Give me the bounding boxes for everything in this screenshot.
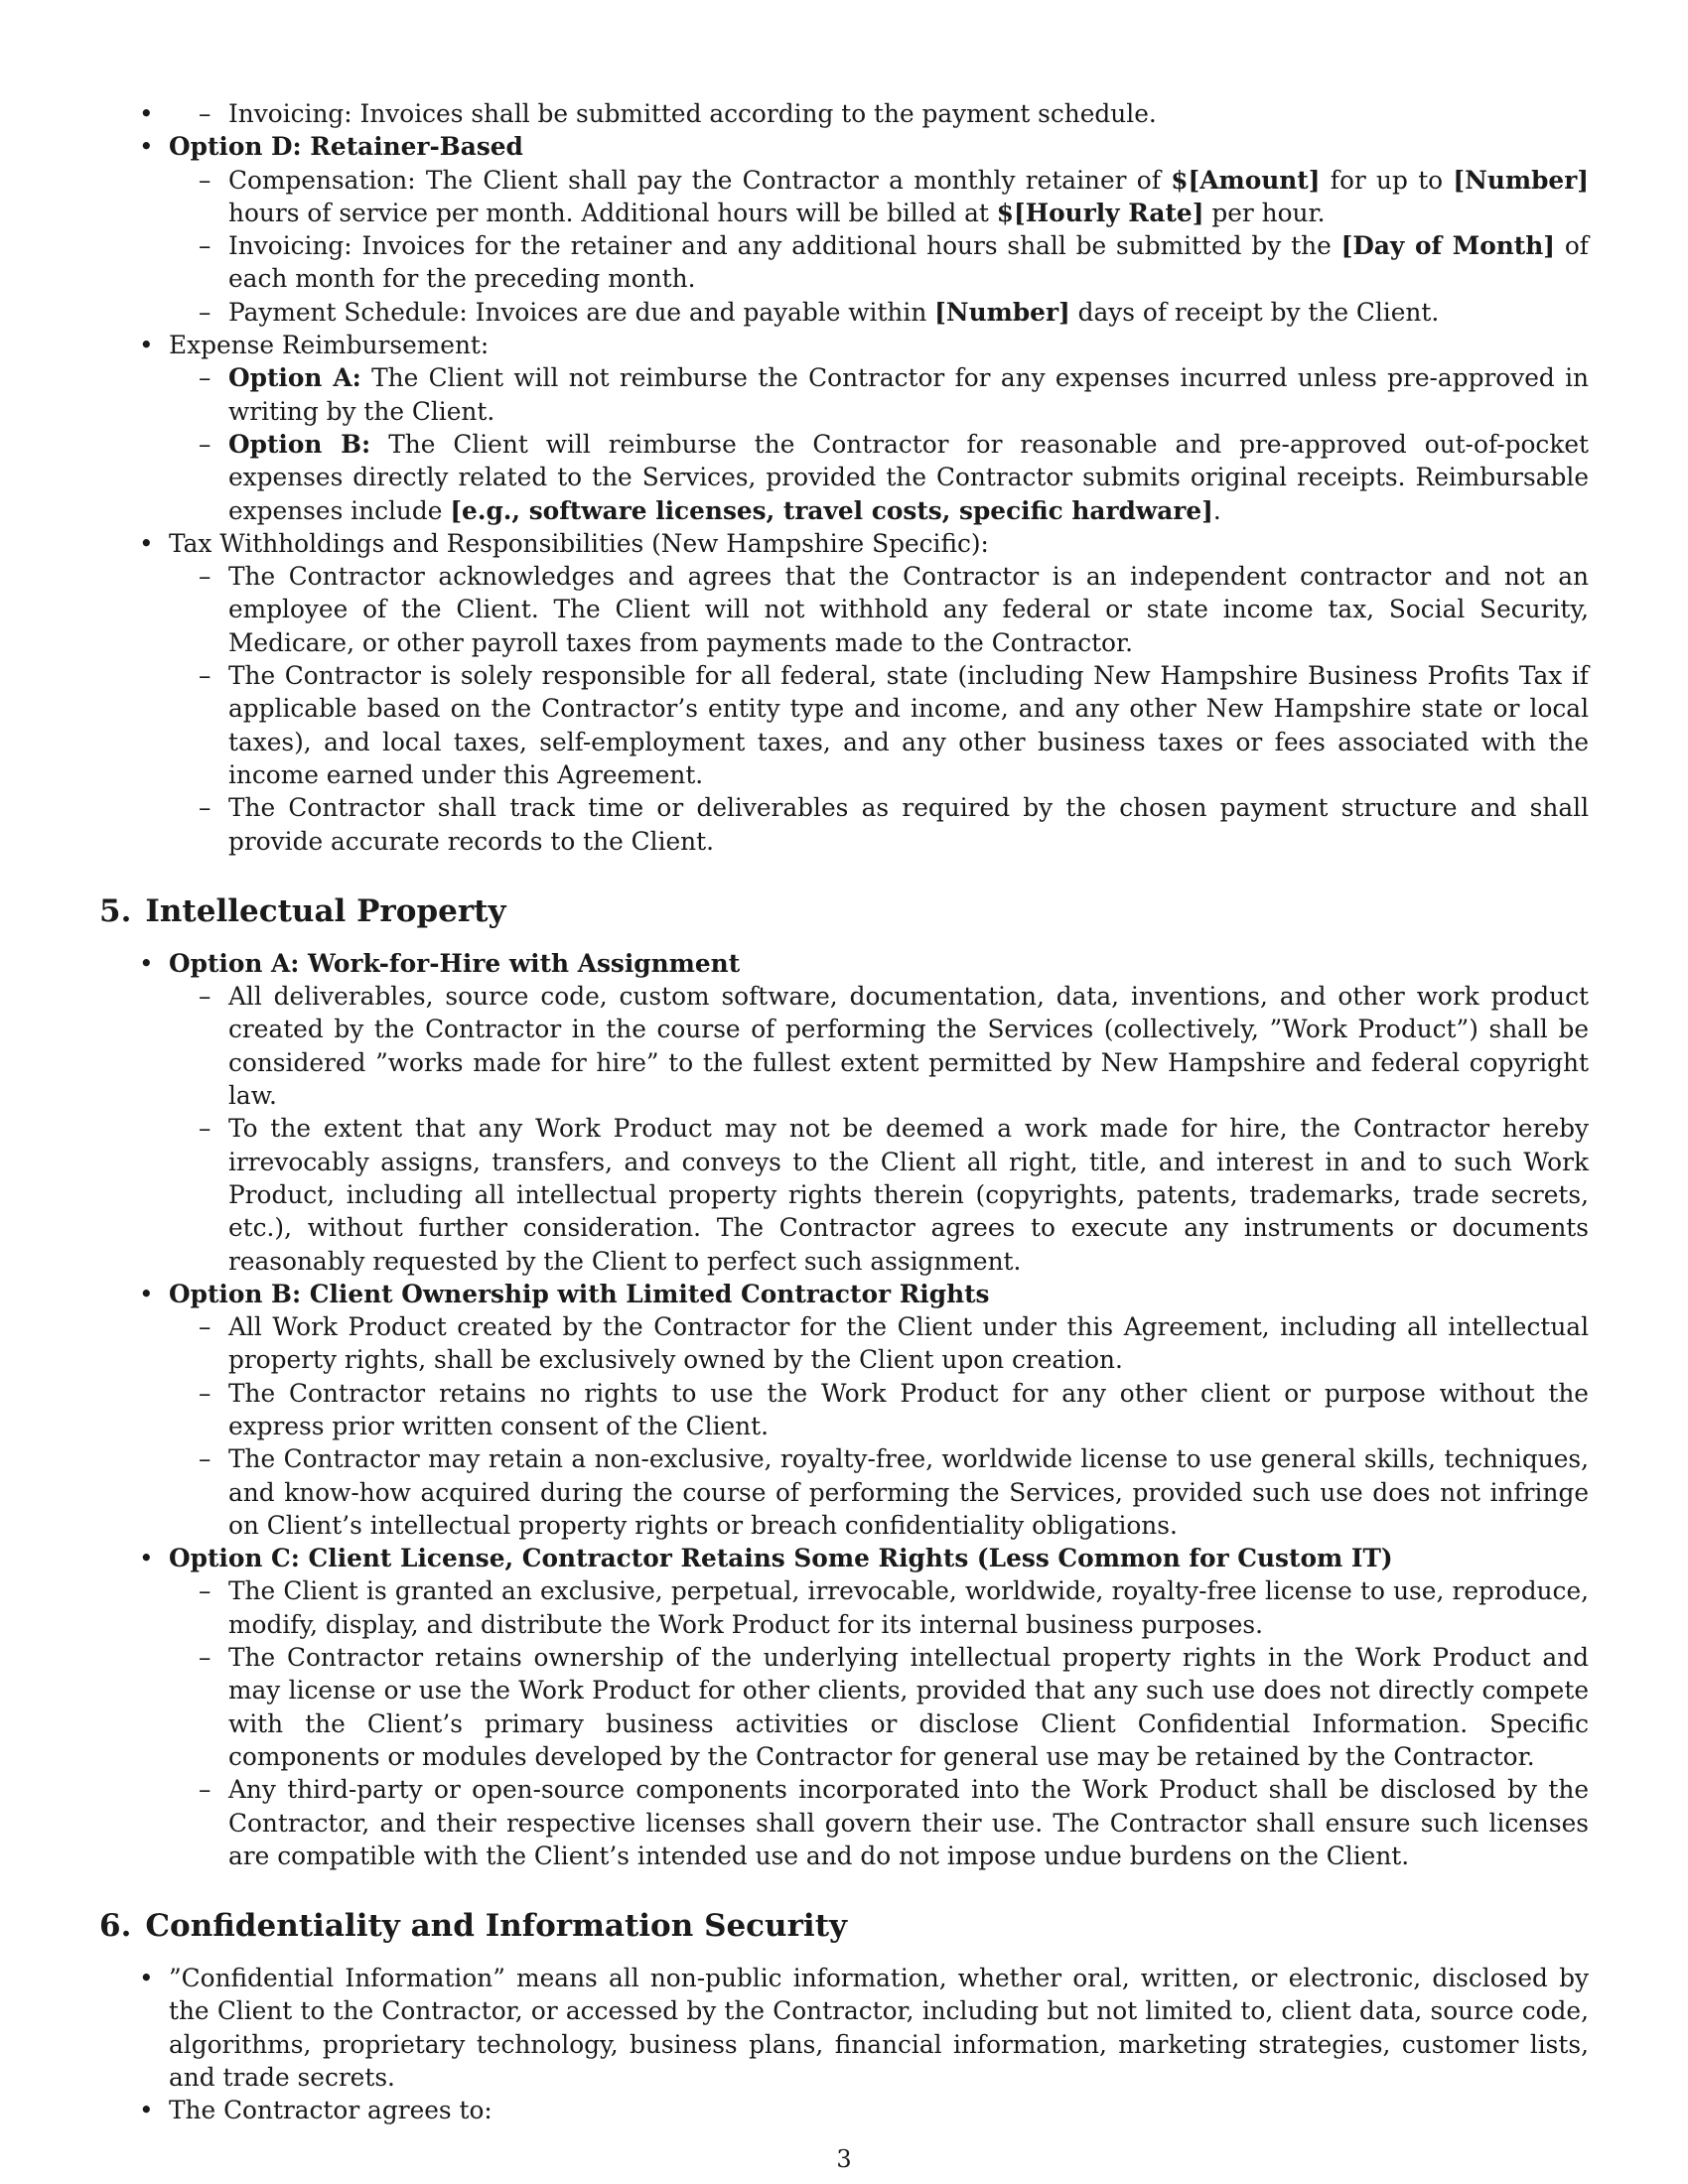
expense-sublist <box>169 361 1589 526</box>
amount-placeholder: $[Amount] <box>1171 165 1321 195</box>
option-b-label: Option B: <box>228 429 371 459</box>
option-d-title: Option D: Retainer-Based <box>169 132 523 162</box>
ip-option-a-sublist <box>169 980 1589 1278</box>
contractor-agrees: • The Contractor agrees to: <box>169 2094 1589 2126</box>
expense-label: Expense Reimbursement: <box>169 331 490 360</box>
ip-subitem: – To the extent that any Work Product may not be deemed a work made for hire, the Contractor hereby irrevocably assigns, transfers, and conveys to the Client all right, title, and interest in and to such Work Product, including all intellectual property rights therein (copyrights, patents, trademarks, trade secrets, etc.), without further consideration. The Contractor agrees to execute any instruments or documents reasonably requested by the Client to perfect such assignment. <box>228 1112 1589 1277</box>
section-title: Intellectual Property <box>145 892 506 929</box>
ip-subitem: – The Contractor retains no rights to use the Work Product for any other client or purpose without the express prior written consent of the Client. <box>228 1377 1589 1443</box>
confidential-info-definition: • ”Confidential Information” means all non-public information, whether oral, written, or electronic, disclosed by the Client to the Contractor, or accessed by the Contractor, including but not limited to, client data, source code, algorithms, proprietary technology, business plans, financial information, marketing strategies, customer lists, and trade secrets. <box>169 1962 1589 2094</box>
text-run: hours of service per month. Additional hours will be billed at <box>228 198 997 227</box>
payment-options-list <box>99 97 1589 130</box>
text-run: per hour. <box>1203 198 1326 227</box>
ip-option-c-sublist <box>169 1574 1589 1872</box>
reimbursable-examples: [e.g., software licenses, travel costs, specific hardware] <box>450 495 1213 525</box>
confidentiality-list <box>99 1962 1589 2126</box>
text-run: for up to <box>1320 165 1454 195</box>
ip-subitem: – All Work Product created by the Contractor for the Client under this Agreement, including all intellectual property rights, shall be exclusively owned by the Client upon creation. <box>228 1310 1589 1377</box>
hourly-rate-placeholder: $[Hourly Rate] <box>996 198 1204 227</box>
option-title: Option C: Client License, Contractor Retains Some Rights (Less Common for Custom IT) <box>169 1544 1393 1573</box>
ip-subitem: – Any third-party or open-source components incorporated into the Work Product shall be disclosed by the Contractor, and their respective licenses shall govern their use. The Contractor shall ensure such licenses are compatible with the Client’s intended use and do not impose undue burdens on the Client. <box>228 1773 1589 1872</box>
ip-subitem: – The Contractor may retain a non-exclusive, royalty-free, worldwide license to use general skills, techniques, and know-how acquired during the course of performing the Services, provided such use does not infringe on Client’s intellectual property rights or breach confidentiality obligations. <box>228 1442 1589 1542</box>
option-d-compensation <box>228 164 1589 230</box>
expense-option-a <box>228 361 1589 428</box>
tax-label: Tax Withholdings and Responsibilities (New Hampshire Specific): <box>169 528 989 558</box>
text-run: Invoicing: Invoices for the retainer and any additional hours shall be submitted by the <box>228 231 1341 261</box>
ip-option-b-sublist <box>169 1310 1589 1542</box>
ip-option-b <box>169 1278 1589 1542</box>
ip-option-a <box>169 947 1589 1278</box>
day-of-month-placeholder: [Day of Month] <box>1340 231 1556 261</box>
tax-item <box>169 527 1589 858</box>
page-content <box>99 97 1589 2127</box>
option-title: Option B: Client Ownership with Limited Contractor Rights <box>169 1279 990 1308</box>
page-number: 3 <box>836 2145 852 2173</box>
tax-subitem: – The Contractor is solely responsible for all federal, state (including New Hampshire Business Profits Tax if applicable based on the Contractor’s entity type and income, and any other New Hampshire state or local taxes), and local taxes, self-employment taxes, and any other business taxes or fees associated with the income earned under this Agreement. <box>228 659 1589 791</box>
tax-sublist <box>169 560 1589 858</box>
ip-options-list <box>99 947 1589 1872</box>
ip-subitem: – The Contractor retains ownership of the underlying intellectual property rights in the Work Product and may license or use the Work Product for other clients, provided that any such use does not directly compete with the Client’s primary business activities or disclose Client Confidential Information. Specific components or modules developed by the Contractor for general use may be retained by the Contractor. <box>228 1641 1589 1773</box>
text-run: The Client will not reimburse the Contractor for any expenses incurred unless pre-approved in writing by the Client. <box>228 363 1589 426</box>
number-placeholder: [Number] <box>934 297 1070 327</box>
section-heading-intellectual-property <box>99 891 1589 931</box>
text-run: . <box>1212 495 1221 525</box>
section-heading-confidentiality <box>99 1906 1589 1946</box>
option-c-invoicing-text: Invoicing: Invoices shall be submitted according to the payment schedule. <box>228 99 1157 128</box>
text-run: Compensation: The Client shall pay the Contractor a monthly retainer of <box>228 165 1172 195</box>
option-a-label: Option A: <box>228 363 361 393</box>
section-title: Confidentiality and Information Security <box>145 1908 848 1945</box>
option-title: Option A: Work-for-Hire with Assignment <box>169 948 741 978</box>
section-number: 5. <box>99 892 132 929</box>
option-d-invoicing <box>228 229 1589 296</box>
option-c-continuation <box>169 97 1589 130</box>
section-number: 6. <box>99 1908 132 1945</box>
expense-option-b <box>228 428 1589 527</box>
expense-reimbursement-item <box>169 329 1589 527</box>
ip-subitem: – All deliverables, source code, custom software, documentation, data, inventions, and other work product created by the Contractor in the course of performing the Services (collectively, ”Work Product”) shall be considered ”works made for hire” to the fullest extent permitted by New Hampshire and federal copyright law. <box>228 980 1589 1112</box>
ip-option-c <box>169 1542 1589 1872</box>
text-run: Payment Schedule: Invoices are due and payable within <box>228 297 935 327</box>
option-c-invoicing <box>228 97 1589 130</box>
ip-subitem: – The Client is granted an exclusive, perpetual, irrevocable, worldwide, royalty-free license to use, reproduce, modify, display, and distribute the Work Product for its internal business purposes. <box>228 1574 1589 1641</box>
option-d-schedule <box>228 296 1589 329</box>
option-d-sublist <box>169 164 1589 329</box>
text-run: The Client will reimburse the Contractor for reasonable and pre-approved out-of-pocket expenses directly related to the Services, provided the Contractor submits original receipts. Reimbursable expenses include <box>228 429 1589 525</box>
option-c-sublist <box>169 97 1589 130</box>
tax-subitem: – The Contractor shall track time or deliverables as required by the chosen payment structure and shall provide accurate records to the Client. <box>228 791 1589 858</box>
option-d-item <box>169 130 1589 329</box>
tax-subitem: – The Contractor acknowledges and agrees that the Contractor is an independent contractor and not an employee of the Client. The Client will not withhold any federal or state income tax, Social Security, Medicare, or other payroll taxes from payments made to the Contractor. <box>228 560 1589 659</box>
text-run: of each month for the preceding month. <box>228 231 1589 294</box>
number-placeholder: [Number] <box>1453 165 1589 195</box>
text-run: days of receipt by the Client. <box>1069 297 1440 327</box>
payment-main-list <box>99 130 1589 858</box>
